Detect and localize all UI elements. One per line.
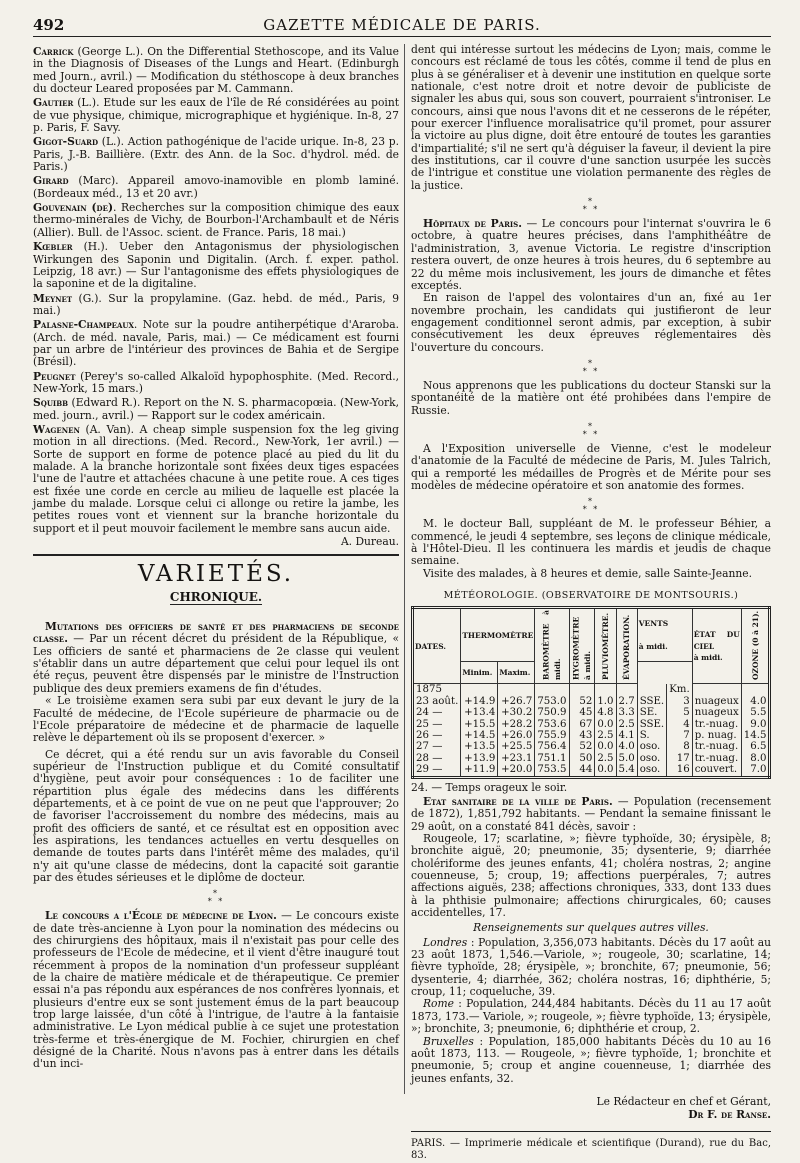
table-cell: +23.1 [498,753,535,764]
renseignements-heading: Renseignements sur quelques autres villes. [473,921,709,935]
table-cell: S. [637,730,666,741]
meteo-title: MÉTÉOROLOGIE. (OBSERVATOIRE DE MONTSOURIS.) [443,590,739,602]
bruxelles-paragraph: Bruxelles : Population, 185,000 habitants Décès du 10 au 16 août 1873, 113. — Rougeole, »; fièvre typhoïde, 1; bronchite et pneumonie, 5; croup et angine couenneuse, 1; diarrhée des jeunes enfants, 32. [411,1034,771,1085]
editor-signature: Le Rédacteur en chef et Gérant, Dr F. de Ranse. [596,1094,771,1121]
table-cell: 5.0 [616,753,637,764]
section-stars: * * * [582,358,600,376]
biblio-signature: A. Dureau. [340,535,399,549]
table-cell: 4 [667,719,693,730]
section-stars: * * * [582,421,600,439]
concours-lyon-paragraph: Le concours a l'École de médecine de Lyon. — Le concours existe de date très-ancienne à Lyon pour la nomination des médecins ou des chirurgiens des hôpitaux, mais il n'existait pas pour celle des professeurs de l'Ecole de médecine, et il vient d'être inauguré tout récemment à propos de la nomination d'un professeur suppléant de la chaire de matière médicale et de thérapeutique. Ce premier essai n'a pas répondu aux espérances de nos confrères lyonnais, et plusieurs d'entre eux se sont justement émus de la part beaucoup trop large laissée, d'un côté à l'intrigue, de l'autre à la fantaisie administrative. Le Lyon médical publie à ce sujet une protestation très-ferme et très-énergique de M. Fochier, chirurgien en chef désigné de la Charité. Nous n'avons pas à entrer dans les détails d'un inci- [33,909,399,1071]
table-cell: 5.5 [741,707,770,718]
mutations-commentary: Ce décret, qui a été rendu sur un avis favorable du Conseil supérieur de l'Instruction publique et du Comité consultatif d'hygiène, peut avoir pour conséquences : 1o de faciliter une répartition plus égale des médecins dans les différents départements, et à ce point de vue on ne peut que l'approuver; 2o de favoriser l'accroissement du nombre des médecins, mais au profit des officiers de santé, et ce résultat est en opposition avec les aspirations, les tendances actuelles en vertu desquelles on demande de toutes parts dans l'intérêt même des malades, qu'il n'y ait qu'une classe de médecins, dont la capacité soit garantie par des études sérieuses et le diplôme de docteur. [33,747,399,884]
chronique-heading: CHRONIQUE. [169,589,263,604]
page-header [33,14,771,37]
table-cell: oso. [637,753,666,764]
table-row [413,753,770,764]
section-divider [33,554,399,556]
table-cell: 16 [667,764,693,777]
mutations-paragraph: Mutations des officiers de santé et des pharmaciens de seconde classe. — Par un récent décret du président de la République, « Les officiers de santé et pharmaciens de 2e classe qui veulent s'établir dans un autre département que celui pour lequel ils ont été reçus, peuvent être dispensés par le ministre de l'Instruction publique des deux premiers examens de fin d'études. [33,620,399,695]
table-cell: 8.0 [741,753,770,764]
col-vents: VENTS à midi. [637,608,692,662]
table-cell: 45 [569,707,595,718]
table-cell: 9.0 [741,719,770,730]
hopitaux-paragraph: Hôpitaux de Paris. — Le concours pour l'internat s'ouvrira le 6 octobre, à quatre heures précises, dans l'amphithéâtre de l'administration, 3, avenue Victoria. Le registre d'inscription restera ouvert, de onze heures à trois heures, du 6 septembre au 22 du même mois inclusivement, les jours de dimanche et fêtes exceptés. [411,217,771,292]
col-etat: ÉTAT DU CIEL à midi. [692,608,741,684]
table-cell: 27 — [413,741,461,752]
table-row [413,741,770,752]
biblio-entry: Gigot-Suard (L.). Action pathogénique de l'acide urique. In-8, 23 p. Paris, J.-B. Baillière. (Extr. des Ann. de la Soc. d'hydrol. méd. de Paris.) [33,135,399,174]
table-cell: +14.9 [461,696,498,707]
table-cell: +11.9 [461,764,498,777]
table-cell: couvert. [692,764,741,777]
bibliography [33,46,399,548]
table-cell: 4.0 [741,696,770,707]
table-cell: SSE. [637,696,666,707]
table-cell: p. nuag. [692,730,741,741]
table-cell: 0.0 [595,764,616,777]
col-evap: ÉVAPORATION. [616,608,637,684]
rome-paragraph: Rome : Population, 244,484 habitants. Décès du 11 au 17 août 1873, 173.— Variole, »; rougeole, »; fièvre typhoïde, 13; érysipèle, »; bronchite, 3; pneumonie, 6; diphthérie et croup, 2. [411,997,771,1036]
table-cell: +30.2 [498,707,535,718]
table-cell: +14.5 [461,730,498,741]
page-number: 492 [33,16,65,34]
table-cell: 751.1 [535,753,569,764]
table-cell: 28 — [413,753,461,764]
visite-paragraph: Visite des malades, à 8 heures et demie, salle Sainte-Jeanne. [423,566,752,580]
meteo-table [411,606,771,778]
col-min: Minim. [461,662,498,684]
table-cell: 29 — [413,764,461,777]
table-cell: 2.5 [595,730,616,741]
table-cell: oso. [637,741,666,752]
section-stars: * * * [582,197,600,215]
varietes-heading: VARIETÉS. [137,561,295,588]
table-row: 1875 Km. [413,684,770,696]
table-row [413,696,770,707]
table-cell: 3 [667,696,693,707]
table-cell: +13.4 [461,707,498,718]
table-cell: 2.5 [595,753,616,764]
table-cell: 1.0 [595,696,616,707]
table-cell: nuageux [692,696,741,707]
table-cell: +13.9 [461,753,498,764]
table-cell: 8 [667,741,693,752]
col-baro: BAROMÈTRE à midi. [535,608,569,684]
table-cell: 755.9 [535,730,569,741]
table-cell: tr.-nuag. [692,753,741,764]
table-cell: +26.0 [498,730,535,741]
table-cell: SE. [637,707,666,718]
table-cell: 52 [569,696,595,707]
col-hygro: HYGROMÈTRE à midi. [569,608,595,684]
table-cell: 44 [569,764,595,777]
table-cell: SSE. [637,719,666,730]
col-dates: DATES. [413,608,461,684]
table-cell: 17 [667,753,693,764]
printer-imprint: PARIS. — Imprimerie médicale et scientifique (Durand), rue du Bac, 83. [411,1131,771,1163]
table-row [413,719,770,730]
table-cell: +13.5 [461,741,498,752]
section-stars: * * * [207,889,225,907]
table-cell: +25.5 [498,741,535,752]
table-cell: +20.0 [498,764,535,777]
table-cell: tr.-nuag. [692,741,741,752]
table-cell: 753.6 [535,719,569,730]
mutations-quote: « Le troisième examen sera subi par eux devant le jury de la Faculté de médecine, de l'Ecole supérieure de pharmacie ou de l'Ecole préparatoire de médecine et de pharmacie de laquelle relève le département où ils se proposent d'exercer. » [33,694,399,745]
table-cell: 4.0 [616,741,637,752]
concours-continuation: dent qui intéresse surtout les médecins de Lyon; mais, comme le concours est réclamé de tous les côtés, comme il tend de plus en plus à se généraliser et à devenir une institution en quelque sorte nationale, c'est notre droit et notre devoir de publiciste de signaler les abus qui, sous son couvert, pourraient s'introniser. Le concours, ainsi que nous l'avons dit et ne cesserons de le répéter, pour exercer l'influence moralisatrice qu'il promet, pour assurer la victoire au plus digne, doit être entouré de toutes les garanties d'impartialité; s'il ne sert qu'à déguiser la faveur, il devient la pire des institutions, car il couvre d'une sanction usurpée les succès de l'intrigue et constitue une violation permanente des règles de la justice. [411,43,771,192]
journal-title: GAZETTE MÉDICALE DE PARIS. [263,16,541,34]
table-cell: oso. [637,764,666,777]
biblio-entry: Gouvenain (de). Recherches sur la composition chimique des eaux thermo-minérales de Vichy, de Bourbon-l'Archambault et de Néris (Allier). Bull. de l'Assoc. scient. de France. Paris, 18 mai.) [33,201,399,239]
table-cell: 14.5 [741,730,770,741]
table-cell: 4.8 [595,707,616,718]
vienne-paragraph: A l'Exposition universelle de Vienne, c'est le modeleur d'anatomie de la Faculté de médecine de Paris, M. Jules Talrich, qui a remporté les médailles de Progrès et de Mérite pour ses modèles de médecine opératoire et son anatomie des formes. [411,441,771,492]
col-pluvio: PLUVIOMÈTRE. [595,608,616,684]
right-column [411,44,771,1163]
table-cell: +15.5 [461,719,498,730]
table-cell: 0.0 [595,741,616,752]
table-cell: 25 — [413,719,461,730]
table-cell: +26.7 [498,696,535,707]
table-cell: 24 — [413,707,461,718]
meteo-note: 24. — Temps orageux le soir. [411,780,568,794]
biblio-entry: Squibb (Edward R.). Report on the N. S. pharmacopœia. (New-York, med. journ., avril.) — Rapport sur le codex américain. [33,396,399,422]
table-cell: 43 [569,730,595,741]
table-row [413,730,770,741]
biblio-entry: Gautier (L.). Etude sur les eaux de l'île de Ré considérées au point de vue physique, chimique, micrographique et hygiénique. In-8, 27 p. Paris, F. Savy. [33,96,399,135]
ball-paragraph: M. le docteur Ball, suppléant de M. le professeur Béhier, a commencé, le jeudi 4 septembre, ses leçons de clinique médicale, à l'Hôtel-Dieu. Il les continuera les mardis et jeudis de chaque semaine. [411,517,771,568]
table-cell: nuageux [692,707,741,718]
table-cell: 5.4 [616,764,637,777]
biblio-entry: Palasne-Champeaux. Note sur la poudre antiherpétique d'Araroba. (Arch. de méd. navale, Paris, mai.) — Ce médicament est fourni par un arbre de l'intérieur des provinces de Bahia et de Sergipe (Brésil). [33,318,399,369]
table-cell: 23 août. [413,696,461,707]
table-cell: 26 — [413,730,461,741]
left-column [33,44,399,1071]
table-cell: 7.0 [741,764,770,777]
biblio-entry: Girard (Marc). Appareil amovo-inamovible en plomb laminé. (Bordeaux méd., 13 et 20 avr.) [33,174,399,200]
table-cell: 753.0 [535,696,569,707]
col-max: Maxim. [498,662,535,684]
table-cell: 67 [569,719,595,730]
etat-sanitaire-details: Rougeole, 17; scarlatine, »; fièvre typhoïde, 30; érysipèle, 8; bronchite aiguë, 20; pneumonie, 35; dysenterie, 9; diarrhée cholériforme des jeunes enfants, 41; choléra nostras, 2; angine couenneuse, 5; croup, 19; affections puerpérales, 7; autres affections aiguës, 238; affections chroniques, 333, dont 133 dues à la phthisie pulmonaire; affections chirurgicales, 60; causes accidentelles, 17. [411,832,771,920]
column-rule [404,44,405,1094]
biblio-entry: Wagenen (A. Van). A cheap simple suspension fox the leg giving motion in all directions. (Med. Record., New-York, 1er avril.) — Sorte de support en forme de potence placé au pied du lit du malade. A la branche horizontale sont fixées deux tiges espacées l'une de l'autre et attachées chacune à une petite roue. A ces tiges est fixée une corde en cercle au milieu de laquelle est placée la jambe du malade. Lorsque celui ci allonge ou retire la jambe, les petites roues vont et viennent sur la branche horizontale du support et il peut mouvoir facilement le membre sans aucun aide. [33,422,399,535]
table-cell: 756.4 [535,741,569,752]
table-row [413,764,770,777]
hopitaux-volontaires: En raison de l'appel des volontaires d'un an, fixé au 1er novembre prochain, les candidats qui justifieront de leur engagement conditionnel seront admis, par exception, à subir consécutivement les deux épreuves réglementaires dès l'ouverture du concours. [411,291,771,354]
table-cell: 52 [569,741,595,752]
table-cell: 2.7 [616,696,637,707]
biblio-entry: Peugnet (Perey's so-called Alkaloïd hypophosphite. (Med. Record., New-York, 15 mars.) [33,369,399,395]
stanski-paragraph: Nous apprenons que les publications du docteur Stanski sur la spontanéité de la matière ont été prohibées dans l'empire de Russie. [411,378,771,417]
section-stars: * * * [582,497,600,515]
londres-paragraph: Londres : Population, 3,356,073 habitants. Décès du 17 août au 23 août 1873, 1,546.—Variole, »; rougeole, 30; scarlatine, 14; fièvre typhoïde, 28; érysipèle, »; bronchite, 67; pneumonie, 56; dysenterie, 4; diarrhée, 362; choléra nostras, 16; diphthérie, 5; croup, 11; coqueluche, 39. [411,935,771,999]
biblio-entry: Carrick (George L.). On the Differential Stethoscope, and its Value in the Diagnosis of Diseases of the Lungs and Heart. (Edinburgh med Journ., avril.) — Modification du stéthoscope à deux branches du docteur Leared proposées par M. Cammann. [33,45,399,96]
col-thermo: THERMOMÈTRE [461,608,535,662]
table-cell: 2.5 [616,719,637,730]
table-row [413,707,770,718]
etat-sanitaire-paragraph: Etat sanitaire de la ville de Paris. — Population (recensement de 1872), 1,851,792 habitants. — Pendant la semaine finissant le 29 août, on a constaté 841 décès, savoir : [411,794,771,833]
biblio-entry: Kœbler (H.). Ueber den Antagonismus der physiologischen Wirkungen des Saponin und Digitalin. (Arch. f. exper. pathol. Leipzig, 18 avr.) — Sur l'antagonisme des effets physiologiques de la saponine et de la digitaline. [33,240,399,291]
table-cell: +28.2 [498,719,535,730]
col-ozone: OZONE (0 à 21). [741,608,770,684]
table-cell: 750.9 [535,707,569,718]
biblio-entry: Meynet (G.). Sur la propylamine. (Gaz. hebd. de méd., Paris, 9 mai.) [33,291,399,317]
table-cell: 3.3 [616,707,637,718]
table-cell: 50 [569,753,595,764]
table-cell: 6.5 [741,741,770,752]
table-cell: tr.-nuag. [692,719,741,730]
table-cell: 4.1 [616,730,637,741]
table-cell: 0.0 [595,719,616,730]
table-cell: 7 [667,730,693,741]
table-cell: 5 [667,707,693,718]
table-cell: 753.5 [535,764,569,777]
